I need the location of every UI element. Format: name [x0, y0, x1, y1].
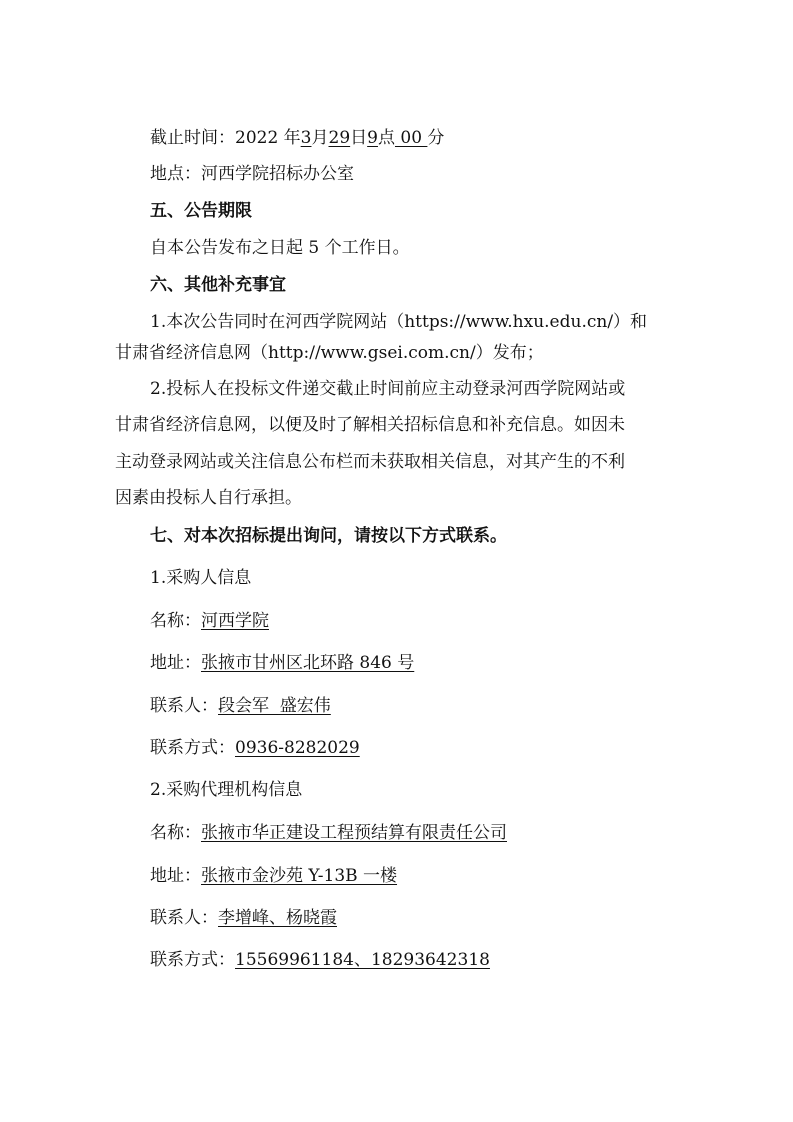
- deadline-minute: 00: [394, 128, 428, 148]
- agency-name: 张掖市华正建设工程预结算有限责任公司: [201, 823, 507, 843]
- section5-heading: 五、公告期限: [150, 201, 252, 221]
- agency-phone-label: 联系方式：: [150, 950, 235, 970]
- agency-phone-line: [150, 948, 490, 972]
- purchaser-name-line: [150, 609, 269, 633]
- location-line: 地点：河西学院招标办公室: [150, 164, 354, 184]
- section7-heading: 七、对本次招标提出询问，请按以下方式联系。: [150, 526, 507, 546]
- deadline-month: 3: [300, 128, 312, 148]
- agency-title: 2.采购代理机构信息: [150, 780, 303, 800]
- deadline-hour-unit: 点: [377, 128, 395, 148]
- agency-phone: 15569961184、18293642318: [235, 950, 490, 970]
- section6-item1-line2: 甘肃省经济信息网（http://www.gsei.com.cn/）发布；: [115, 343, 544, 363]
- deadline-month-unit: 月: [311, 128, 329, 148]
- deadline-day: 29: [328, 128, 351, 148]
- purchaser-address-label: 地址：: [150, 653, 201, 673]
- purchaser-title: 1.采购人信息: [150, 568, 252, 588]
- agency-address-line: [150, 864, 397, 888]
- section6-item2-line4: 因素由投标人自行承担。: [115, 488, 302, 508]
- deadline-label: 截止时间：2022 年: [150, 128, 301, 148]
- section6-item1-line1: 1.本次公告同时在河西学院网站（https://www.hxu.edu.cn/）和: [150, 312, 648, 332]
- agency-contact-label: 联系人：: [150, 908, 218, 928]
- agency-contact-line: [150, 906, 337, 930]
- section6-heading: 六、其他补充事宜: [150, 275, 286, 295]
- purchaser-contact-label: 联系人：: [150, 696, 218, 716]
- purchaser-name: 河西学院: [201, 611, 269, 631]
- purchaser-contact: 段会军 盛宏伟: [218, 696, 331, 716]
- section6-item2-line1: 2.投标人在投标文件递交截止时间前应主动登录河西学院网站或: [150, 379, 626, 399]
- deadline-line: [150, 126, 444, 150]
- purchaser-phone-line: [150, 736, 360, 760]
- deadline-day-unit: 日: [350, 128, 368, 148]
- section6-item2-line2: 甘肃省经济信息网，以便及时了解相关招标信息和补充信息。如因未: [115, 415, 625, 435]
- purchaser-address: 张掖市甘州区北环路 846 号: [201, 653, 415, 673]
- agency-name-label: 名称：: [150, 823, 201, 843]
- purchaser-address-line: [150, 651, 414, 675]
- purchaser-name-label: 名称：: [150, 611, 201, 631]
- purchaser-contact-line: [150, 694, 331, 718]
- agency-address-label: 地址：: [150, 866, 201, 886]
- agency-contact: 李增峰、杨晓霞: [218, 908, 337, 928]
- agency-name-line: [150, 821, 507, 845]
- purchaser-phone-label: 联系方式：: [150, 738, 235, 758]
- deadline-hour: 9: [367, 128, 378, 148]
- section6-item2-line3: 主动登录网站或关注信息公布栏而未获取相关信息，对其产生的不利: [115, 452, 625, 472]
- purchaser-phone: 0936-8282029: [235, 738, 360, 758]
- deadline-minute-unit: 分: [427, 128, 445, 148]
- agency-address: 张掖市金沙苑 Y-13B 一楼: [201, 866, 398, 886]
- section5-text: 自本公告发布之日起 5 个工作日。: [150, 238, 410, 258]
